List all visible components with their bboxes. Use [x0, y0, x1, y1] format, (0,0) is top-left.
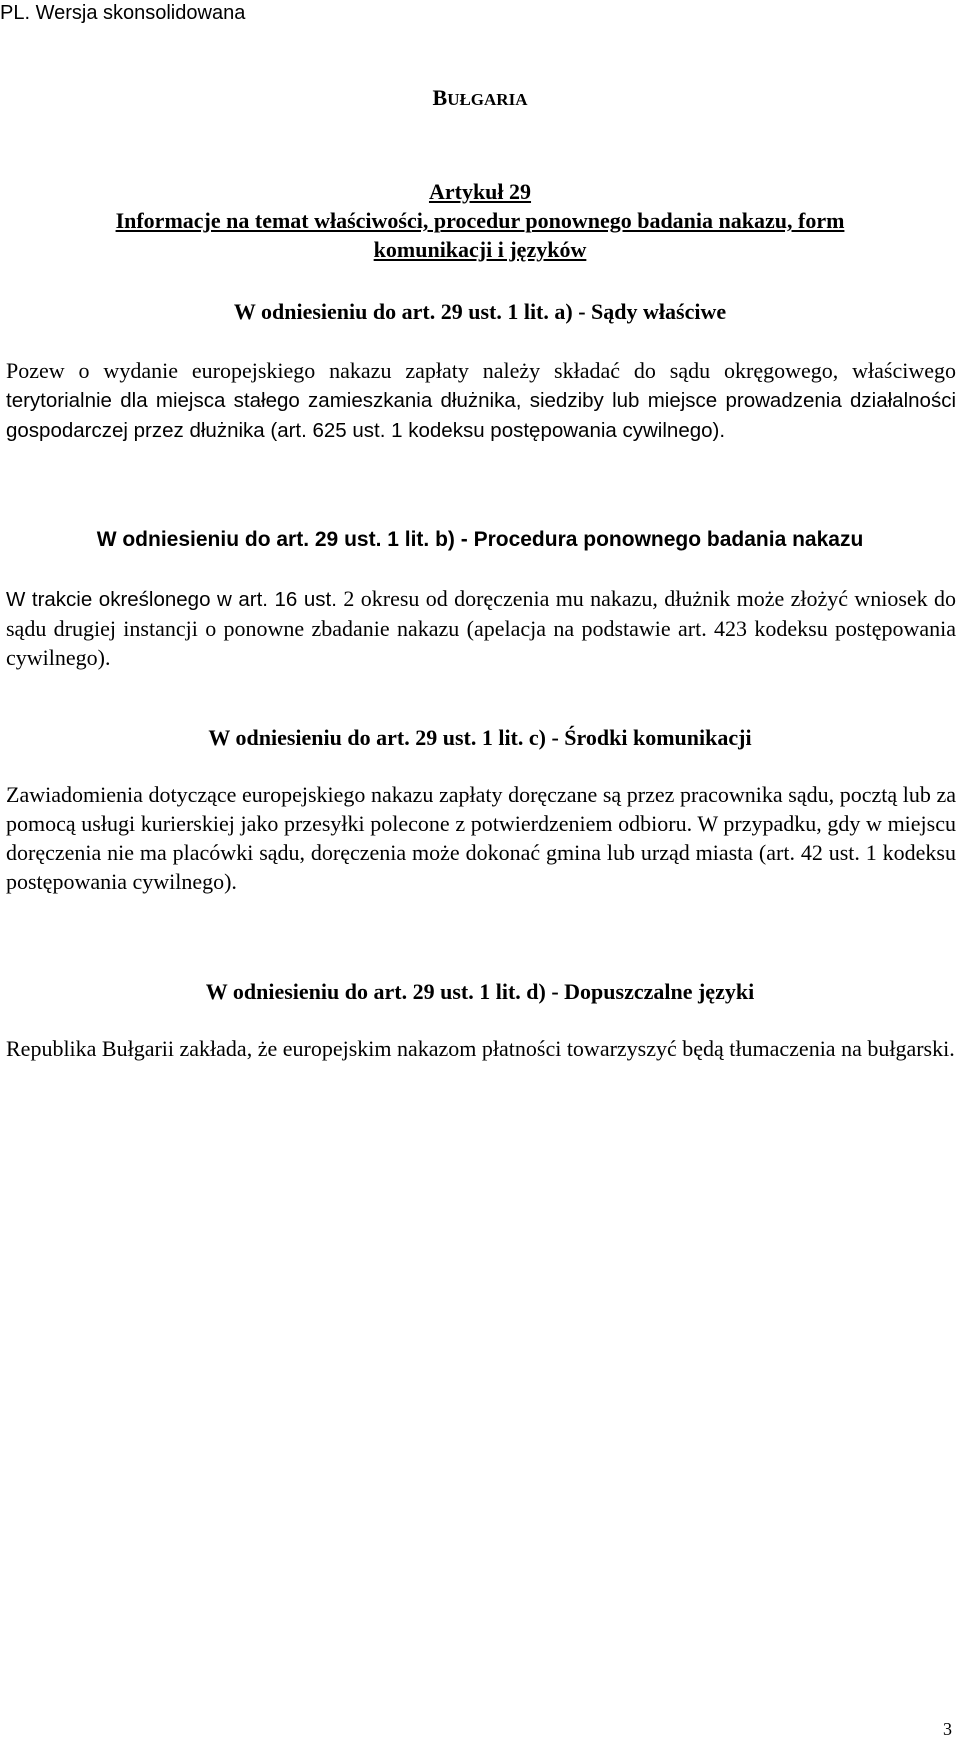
section-paragraph-b-part2: 2 okresu od doręczenia mu nakazu, dłużnik może złożyć wniosek do sądu drugiej instancji o ponowne zbadanie nakazu (apelacja na podstawie art. 423 kodeksu postępowania cywilnego).	[6, 586, 956, 670]
section-heading-d: W odniesieniu do art. 29 ust. 1 lit. d) - Dopuszczalne języki	[205, 979, 755, 1004]
section-heading-a: W odniesieniu do art. 29 ust. 1 lit. a) - Sądy właściwe	[233, 299, 727, 324]
article-title-line-1: Informacje na temat właściwości, procedur ponownego badania nakazu, form	[115, 208, 845, 233]
section-paragraph-b-part1: W trakcie określonego w art. 16 ust.	[6, 588, 344, 611]
section-paragraph-a	[6, 356, 956, 445]
country-initial: B	[432, 85, 448, 110]
section-paragraph-a-part1: Pozew o wydanie europejskiego nakazu zapłaty należy składać do sądu okręgowego, właściwego	[6, 358, 956, 383]
section-heading-c: W odniesieniu do art. 29 ust. 1 lit. c) - Środki komunikacji	[208, 725, 752, 750]
section-paragraph-d: Republika Bułgarii zakłada, że europejskim nakazom płatności towarzyszyć będą tłumaczenia na bułgarski.	[6, 1036, 955, 1061]
article-title-block	[24, 177, 936, 264]
page-number: 3	[943, 1719, 952, 1739]
section-heading-b: W odniesieniu do art. 29 ust. 1 lit. b) - Procedura ponownego badania nakazu	[96, 528, 864, 551]
article-title-line-2: komunikacji i języków	[373, 237, 587, 262]
header-label: PL. Wersja skonsolidowana	[0, 2, 246, 24]
country-rest: UŁGARIA	[447, 90, 528, 109]
section-paragraph-a-part2: terytorialnie dla miejsca stałego zamieszkania dłużnika, siedziby lub miejsce prowadzenia działalności gospodarczej przez dłużnika (art. 625 ust. 1 kodeksu postępowania cywilnego).	[6, 389, 956, 442]
article-number: Artykuł 29	[428, 179, 532, 204]
section-paragraph-b	[6, 584, 956, 672]
section-paragraph-c: Zawiadomienia dotyczące europejskiego nakazu zapłaty doręczane są przez pracownika sądu, pocztą lub za pomocą usługi kurierskiej jako przesyłki polecone z potwierdzeniem odbioru. W przypadku, gdy w miejscu doręczenia nie ma placówki sądu, doręczenia może dokonać gmina lub urząd miasta (art. 42 ust. 1 kodeksu postępowania cywilnego).	[6, 782, 956, 894]
country-heading	[0, 84, 960, 114]
